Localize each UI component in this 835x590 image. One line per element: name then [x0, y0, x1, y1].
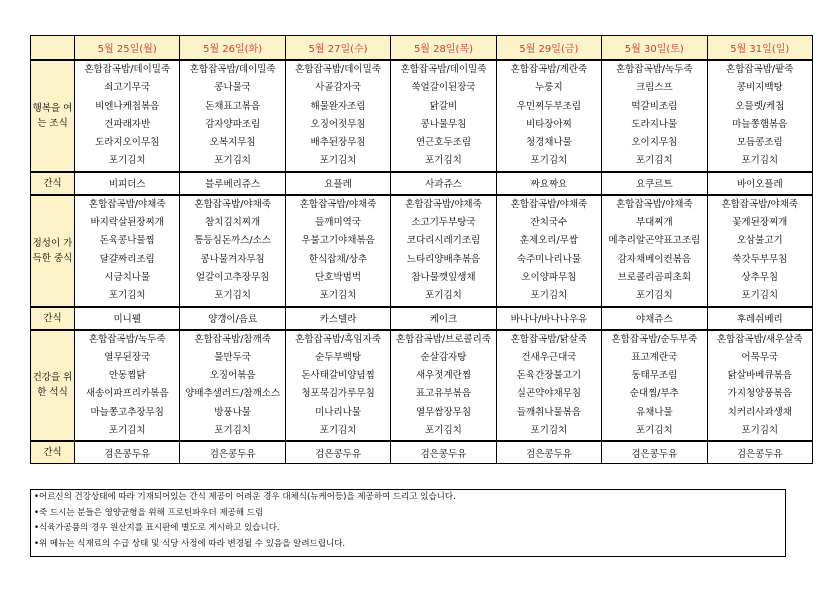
lunch-day-cell	[391, 195, 496, 307]
snack-item: 검은콩두유	[391, 441, 496, 464]
snack-item: 양갱이/음료	[180, 307, 285, 330]
menu-item: 포기김치	[214, 290, 251, 302]
snack-item: 검은콩두유	[602, 441, 707, 464]
menu-item: 혼합잡곡밥/야채죽	[194, 198, 271, 210]
breakfast-day-cell	[75, 60, 180, 172]
snack-item: 검은콩두유	[496, 441, 601, 464]
day-header: 5월 28일(목)	[391, 36, 496, 61]
menu-item: 시금치나물	[104, 271, 151, 283]
snack-item: 블루베리쥬스	[180, 172, 285, 195]
menu-item: 단호박범벅	[315, 271, 361, 283]
menu-item: 상추무침	[741, 271, 779, 283]
menu-item: 안동찜닭	[108, 370, 146, 382]
snack-item: 사과쥬스	[391, 172, 496, 195]
note-line: •식육가공품의 경우 원산지를 표시판에 별도로 게시하고 있습니다.	[34, 523, 280, 533]
menu-item: 도라지오이무침	[95, 137, 160, 149]
menu-item: 비타장아찌	[525, 118, 572, 130]
menu-item: 포기김치	[108, 155, 146, 167]
menu-item: 숙주미나리나물	[516, 253, 582, 265]
menu-item: 혼합잡곡밥/데이밀죽	[84, 64, 171, 75]
menu-item: 닭갈비	[429, 100, 458, 112]
menu-item: 달걀짜리조림	[99, 253, 155, 265]
breakfast-day-cell	[180, 60, 285, 172]
menu-item: 오이지무침	[631, 137, 678, 149]
menu-item: 떡갈비조림	[631, 100, 678, 112]
menu-item: 혼합잡곡밥/야채죽	[510, 198, 588, 210]
menu-item: 한식잡채/상추	[308, 253, 368, 265]
menu-item: 방풍나물	[214, 406, 251, 418]
menu-item: 비엔나케첩볶음	[95, 100, 160, 112]
menu-item: 참나물깻잎생채	[411, 271, 476, 283]
snack-item: 검은콩두유	[285, 441, 390, 464]
menu-item: 표고계란국	[631, 351, 678, 363]
menu-item: 코다리시레기조림	[406, 235, 481, 247]
snack-item: 카스텔라	[285, 307, 390, 330]
menu-item: 포기김치	[319, 425, 357, 437]
menu-item: 사골감자국	[315, 82, 361, 94]
day-header: 5월 29일(금)	[496, 36, 601, 61]
breakfast-label: 행복을 여는 조식	[31, 60, 75, 172]
snack-item: 검은콩두유	[180, 441, 285, 464]
menu-item: 쑥갓두부무침	[732, 253, 788, 265]
day-header: 5월 25일(월)	[75, 36, 180, 61]
menu-item: 우불고기야채볶음	[301, 235, 375, 247]
menu-item: 포기김치	[214, 425, 251, 437]
lunch-day-cell	[75, 195, 180, 307]
menu-item: 혼합잡곡밥/야채죽	[405, 198, 482, 210]
menu-item: 어묵무국	[741, 351, 779, 363]
menu-item: 콩나물국	[214, 82, 251, 94]
menu-item: 오징어볶음	[209, 370, 256, 382]
menu-item: 모듬콩조림	[736, 137, 783, 149]
menu-item: 포기김치	[741, 155, 779, 167]
menu-item: 혼합잡곡밥/팥죽	[726, 64, 794, 75]
menu-item: 마늘쫑햄볶음	[732, 118, 788, 130]
lunch-row	[31, 195, 813, 307]
menu-item: 혼합잡곡밥/녹두죽	[88, 333, 166, 345]
menu-item: 순두부백탕	[315, 351, 361, 363]
menu-item: 누룽지	[535, 82, 563, 94]
corner-cell	[31, 36, 75, 61]
menu-item: 순살감자탕	[420, 351, 467, 363]
menu-item: 혼합잡곡밥/데이밀죽	[189, 64, 276, 75]
menu-item: 혼합잡곡밥/야채죽	[299, 198, 377, 210]
dinner-day-cell	[75, 330, 180, 442]
menu-item: 포기김치	[108, 290, 146, 302]
menu-item: 표고유부볶음	[415, 388, 471, 400]
snack-item: 케이크	[391, 307, 496, 330]
menu-item: 혼합잡곡밥/새우살죽	[716, 333, 803, 345]
lunch-day-cell	[707, 195, 812, 307]
breakfast-day-cell	[496, 60, 601, 172]
menu-item: 콩나물겨자무침	[200, 253, 265, 265]
note-line: •위 메뉴는 식재료의 수급 상태 및 식당 사정에 따라 변경될 수 있음을 알려드립니다.	[34, 538, 346, 549]
dinner-day-cell	[180, 330, 285, 442]
lunch-day-cell	[602, 195, 707, 307]
menu-item: 돈육간장불고기	[516, 370, 582, 382]
menu-item: 훈제오리/무쌈	[519, 235, 579, 247]
dinner-day-cell	[391, 330, 496, 442]
menu-item: 열무된장국	[104, 351, 151, 363]
menu-item: 새우젓계란찜	[415, 370, 471, 382]
menu-item: 꽃게된장찌개	[732, 217, 788, 229]
menu-item: 닭살바베큐볶음	[727, 370, 792, 382]
menu-item: 통등심돈까스/소스	[194, 235, 271, 247]
menu-item: 포기김치	[425, 290, 462, 302]
snack-row-2	[31, 307, 813, 330]
lunch-label: 정성이 가득한 중식	[31, 195, 75, 307]
notes-box	[30, 489, 786, 557]
day-header: 5월 27일(수)	[285, 36, 390, 61]
menu-item: 오복지무침	[209, 137, 256, 149]
lunch-day-cell	[180, 195, 285, 307]
menu-item: 혼합잡곡밥/순두부죽	[611, 333, 698, 345]
menu-item: 포기김치	[530, 425, 568, 437]
breakfast-row	[31, 60, 813, 172]
menu-item: 혼합잡곡밥/데이밀죽	[400, 64, 487, 75]
menu-item: 얼갈이고추장무침	[195, 271, 270, 283]
menu-item: 새송이파프리카볶음	[85, 388, 169, 400]
menu-item: 가지청양풍볶음	[727, 388, 792, 400]
menu-item: 크림스프	[635, 82, 673, 94]
day-header: 5월 31일(일)	[707, 36, 812, 61]
menu-item: 쇠고기무국	[104, 82, 151, 94]
menu-item: 브로콜리곰피초회	[617, 271, 692, 283]
menu-item: 혼합잡곡밥/흑임자죽	[295, 333, 381, 345]
snack-item: 바나나/바나나우유	[496, 307, 601, 330]
menu-item: 포기김치	[425, 155, 462, 167]
snack-item: 바이오플레	[707, 172, 812, 195]
menu-item: 콩비지백탕	[736, 82, 783, 94]
menu-item: 혼합잡곡밥/참깨죽	[194, 333, 271, 345]
snack-item: 짜요짜요	[496, 172, 601, 195]
menu-item: 혼합잡곡밥/닭살죽	[510, 333, 588, 345]
day-header: 5월 30일(토)	[602, 36, 707, 61]
menu-item: 부대찌개	[635, 217, 673, 229]
menu-item: 포기김치	[635, 425, 673, 437]
menu-item: 참치김치찌개	[205, 217, 261, 229]
menu-item: 메추리알곤약표고조림	[608, 235, 701, 247]
lunch-day-cell	[496, 195, 601, 307]
day-header: 5월 26일(화)	[180, 36, 285, 61]
menu-item: 느타리양배추볶음	[406, 253, 481, 265]
lunch-day-cell	[285, 195, 390, 307]
menu-item: 실곤약야채무침	[516, 388, 582, 400]
menu-item: 우민찌두부조림	[516, 100, 582, 112]
menu-item: 소고기두부탕국	[411, 217, 476, 229]
snack-row-1	[31, 172, 813, 195]
menu-item: 포기김치	[741, 290, 779, 302]
menu-item: 포기김치	[214, 155, 251, 167]
snack-item: 후레쉬베리	[707, 307, 812, 330]
snack-item: 요쿠르트	[602, 172, 707, 195]
menu-item: 혼합잡곡밥/녹두죽	[616, 64, 693, 75]
menu-item: 유채나물	[635, 406, 673, 418]
menu-item: 건새우근대국	[521, 351, 577, 363]
snack-item: 검은콩두유	[75, 441, 180, 464]
menu-item: 포기김치	[319, 155, 357, 167]
menu-item: 혼합잡곡밥/데이밀죽	[295, 64, 381, 75]
menu-item: 포기김치	[635, 155, 673, 167]
menu-item: 물만두국	[214, 351, 251, 363]
menu-item: 감자채베이컨볶음	[617, 253, 692, 265]
menu-item: 오징어젓무침	[310, 118, 366, 130]
snack-row-3	[31, 441, 813, 464]
menu-item: 혼합잡곡밥/야채죽	[88, 198, 166, 210]
date-header-row	[31, 36, 813, 61]
snack-label: 간식	[31, 441, 75, 464]
menu-item: 동태무조림	[631, 370, 678, 382]
snack-label: 간식	[31, 307, 75, 330]
menu-item: 혼합잡곡밥/야채죽	[616, 198, 693, 210]
dinner-day-cell	[602, 330, 707, 442]
menu-item: 바지락살된장찌개	[90, 217, 164, 229]
dinner-day-cell	[496, 330, 601, 442]
menu-item: 미나리나물	[315, 406, 361, 418]
dinner-row	[31, 330, 813, 442]
menu-item: 배추된장무침	[310, 137, 366, 149]
snack-item: 비피더스	[75, 172, 180, 195]
snack-item: 야채쥬스	[602, 307, 707, 330]
menu-item: 오이양파무침	[521, 271, 577, 283]
menu-item: 연근호두조림	[415, 137, 471, 149]
menu-item: 해물완자조림	[310, 100, 366, 112]
menu-item: 포기김치	[530, 290, 568, 302]
menu-item: 포기김치	[530, 155, 568, 167]
menu-item: 혼합잡곡밥/야채죽	[721, 198, 799, 210]
menu-item: 돈채표고볶음	[205, 100, 261, 112]
snack-label: 간식	[31, 172, 75, 195]
menu-item: 혼합잡곡밥/계란죽	[510, 64, 588, 75]
breakfast-day-cell	[391, 60, 496, 172]
menu-item: 콩나물무침	[420, 118, 467, 130]
note-line: •어르신의 건강상태에 따라 기재되어있는 간식 제공이 어려운 경우 대체식(뉴케어등)을 제공하여 드리고 있습니다.	[34, 492, 456, 502]
dinner-day-cell	[285, 330, 390, 442]
menu-item: 도라지나물	[631, 118, 678, 130]
menu-item: 들깨미역국	[315, 217, 361, 229]
menu-item: 양배추샐러드/참깨소스	[185, 388, 281, 400]
snack-item: 미니웰	[75, 307, 180, 330]
snack-item: 요플레	[285, 172, 390, 195]
menu-item: 잔치국수	[530, 217, 568, 229]
breakfast-day-cell	[707, 60, 812, 172]
menu-item: 혼합잡곡밥/브로콜리죽	[395, 333, 491, 345]
menu-item: 돈사태갈비양념찜	[301, 370, 375, 382]
menu-item: 들깨취나물볶음	[516, 406, 582, 418]
menu-item: 포기김치	[635, 290, 673, 302]
weekly-menu-table	[30, 35, 813, 464]
menu-item: 포기김치	[319, 290, 357, 302]
dinner-day-cell	[707, 330, 812, 442]
menu-item: 오믈렛/케첩	[735, 100, 785, 112]
menu-item: 포기김치	[741, 425, 779, 437]
menu-item: 청경채나물	[525, 137, 572, 149]
menu-item: 감자양파조림	[205, 118, 261, 130]
menu-item: 포기김치	[108, 425, 146, 437]
menu-item: 열무쌈장무침	[415, 406, 471, 418]
breakfast-day-cell	[602, 60, 707, 172]
menu-item: 포기김치	[425, 425, 462, 437]
dinner-label: 건강을 위한 석식	[31, 330, 75, 442]
menu-item: 건파래자반	[104, 118, 151, 130]
menu-item: 마늘쫑고추장무침	[90, 406, 164, 418]
menu-item: 오삼불고기	[736, 235, 783, 247]
menu-item: 치커리사과생채	[727, 406, 792, 418]
menu-item: 순대찜/부추	[629, 388, 679, 400]
note-line: •죽 드시는 분들은 영양균형을 위해 프로틴파우더 제공해 드림	[34, 507, 264, 518]
menu-item: 돈육콩나물찜	[99, 235, 155, 247]
menu-item: 청포묵김가루무침	[301, 388, 375, 400]
snack-item: 검은콩두유	[707, 441, 812, 464]
menu-item: 쑥얼갈이된장국	[411, 82, 476, 94]
breakfast-day-cell	[285, 60, 390, 172]
